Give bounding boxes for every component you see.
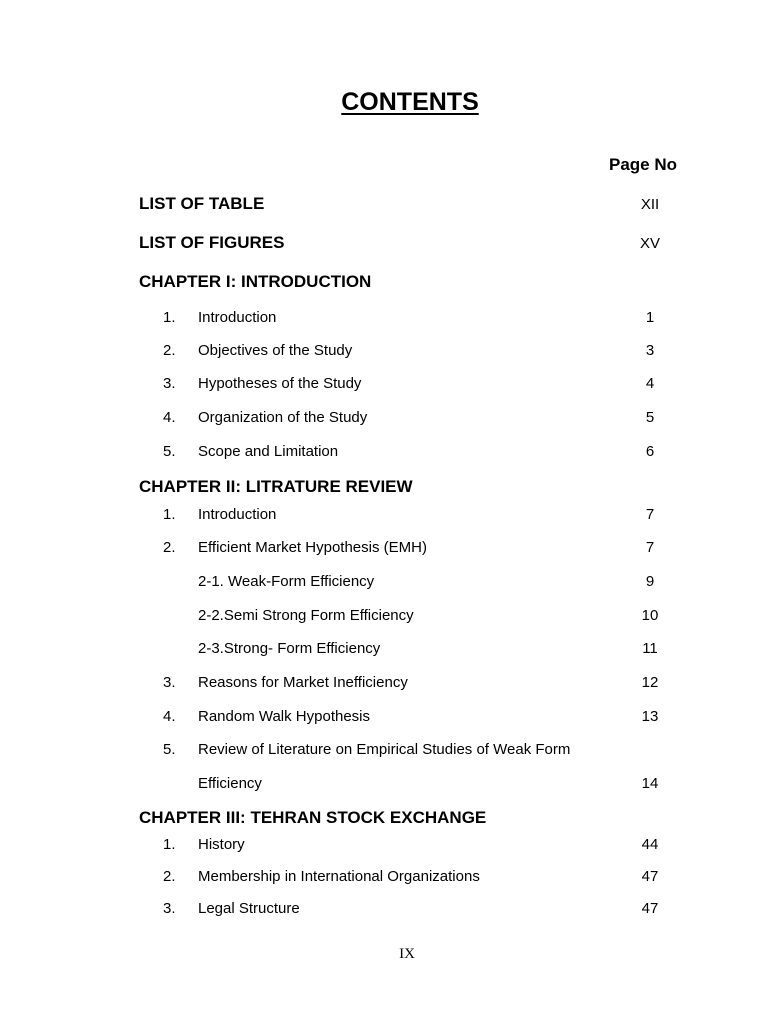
toc-item-number: 3.: [163, 375, 176, 392]
toc-page-number: 44: [641, 836, 659, 853]
toc-item-number: 2.: [163, 868, 176, 885]
toc-item-label: Reasons for Market Inefficiency: [198, 674, 408, 691]
toc-page-number: 10: [641, 607, 659, 624]
toc-page-number: 4: [645, 375, 655, 392]
toc-item-label: Hypotheses of the Study: [198, 375, 362, 392]
toc-page-number: 6: [645, 443, 655, 460]
toc-item-number: 2.: [163, 539, 176, 556]
toc-item-label: Legal Structure: [198, 900, 300, 917]
toc-page-number: 11: [642, 640, 658, 657]
toc-page-number: XII: [640, 196, 660, 213]
toc-page-number: 47: [641, 868, 659, 885]
toc-heading: CHAPTER III: TEHRAN STOCK EXCHANGE: [139, 808, 487, 827]
toc-item-label: 2-2.Semi Strong Form Efficiency: [198, 607, 414, 624]
toc-item-number: 1.: [163, 506, 176, 523]
toc-heading: LIST OF TABLE: [139, 194, 265, 213]
toc-heading: LIST OF FIGURES: [139, 233, 285, 252]
toc-heading: CHAPTER II: LITRATURE REVIEW: [139, 477, 413, 496]
toc-page-number: 12: [641, 674, 659, 691]
page-title: CONTENTS: [341, 88, 479, 116]
toc-page-number: 5: [645, 409, 655, 426]
toc-page-number: 14: [641, 775, 659, 792]
toc-heading: CHAPTER I: INTRODUCTION: [139, 272, 372, 291]
toc-item-label: Introduction: [198, 506, 277, 523]
toc-page-number: 3: [645, 342, 655, 359]
toc-page-number: 47: [641, 900, 659, 917]
toc-item-label: Organization of the Study: [198, 409, 368, 426]
toc-item-number: 4.: [163, 409, 176, 426]
toc-item-label: Scope and Limitation: [198, 443, 339, 460]
toc-page-number: XV: [639, 235, 660, 252]
toc-item-number: 5.: [163, 443, 176, 460]
toc-item-label: 2-3.Strong- Form Efficiency: [198, 640, 381, 657]
toc-item-label: Objectives of the Study: [198, 342, 353, 359]
toc-item-label: Random Walk Hypothesis: [198, 708, 371, 725]
toc-page-number: 13: [641, 708, 659, 725]
toc-item-number: 1.: [163, 836, 176, 853]
toc-item-number: 4.: [163, 708, 176, 725]
toc-item-label: Introduction: [198, 309, 277, 326]
toc-item-label: 2-1. Weak-Form Efficiency: [198, 573, 375, 590]
toc-item-label: Efficiency: [198, 775, 262, 792]
toc-page-number: 7: [645, 506, 655, 523]
page-number-header: Page No: [609, 155, 678, 174]
toc-page-number: 9: [645, 573, 655, 590]
toc-page-number: 7: [645, 539, 655, 556]
toc-item-label: Efficient Market Hypothesis (EMH): [198, 539, 427, 556]
toc-item-label: Review of Literature on Empirical Studies of Weak Form: [198, 741, 571, 758]
toc-page-number: 1: [645, 309, 655, 326]
toc-item-number: 3.: [163, 900, 176, 917]
toc-item-number: 1.: [163, 309, 176, 326]
toc-item-number: 5.: [163, 741, 176, 758]
toc-item-label: Membership in International Organizations: [198, 868, 480, 885]
toc-item-label: History: [198, 836, 245, 853]
toc-item-number: 3.: [163, 674, 176, 691]
toc-item-number: 2.: [163, 342, 176, 359]
footer-page-number: IX: [399, 946, 415, 962]
